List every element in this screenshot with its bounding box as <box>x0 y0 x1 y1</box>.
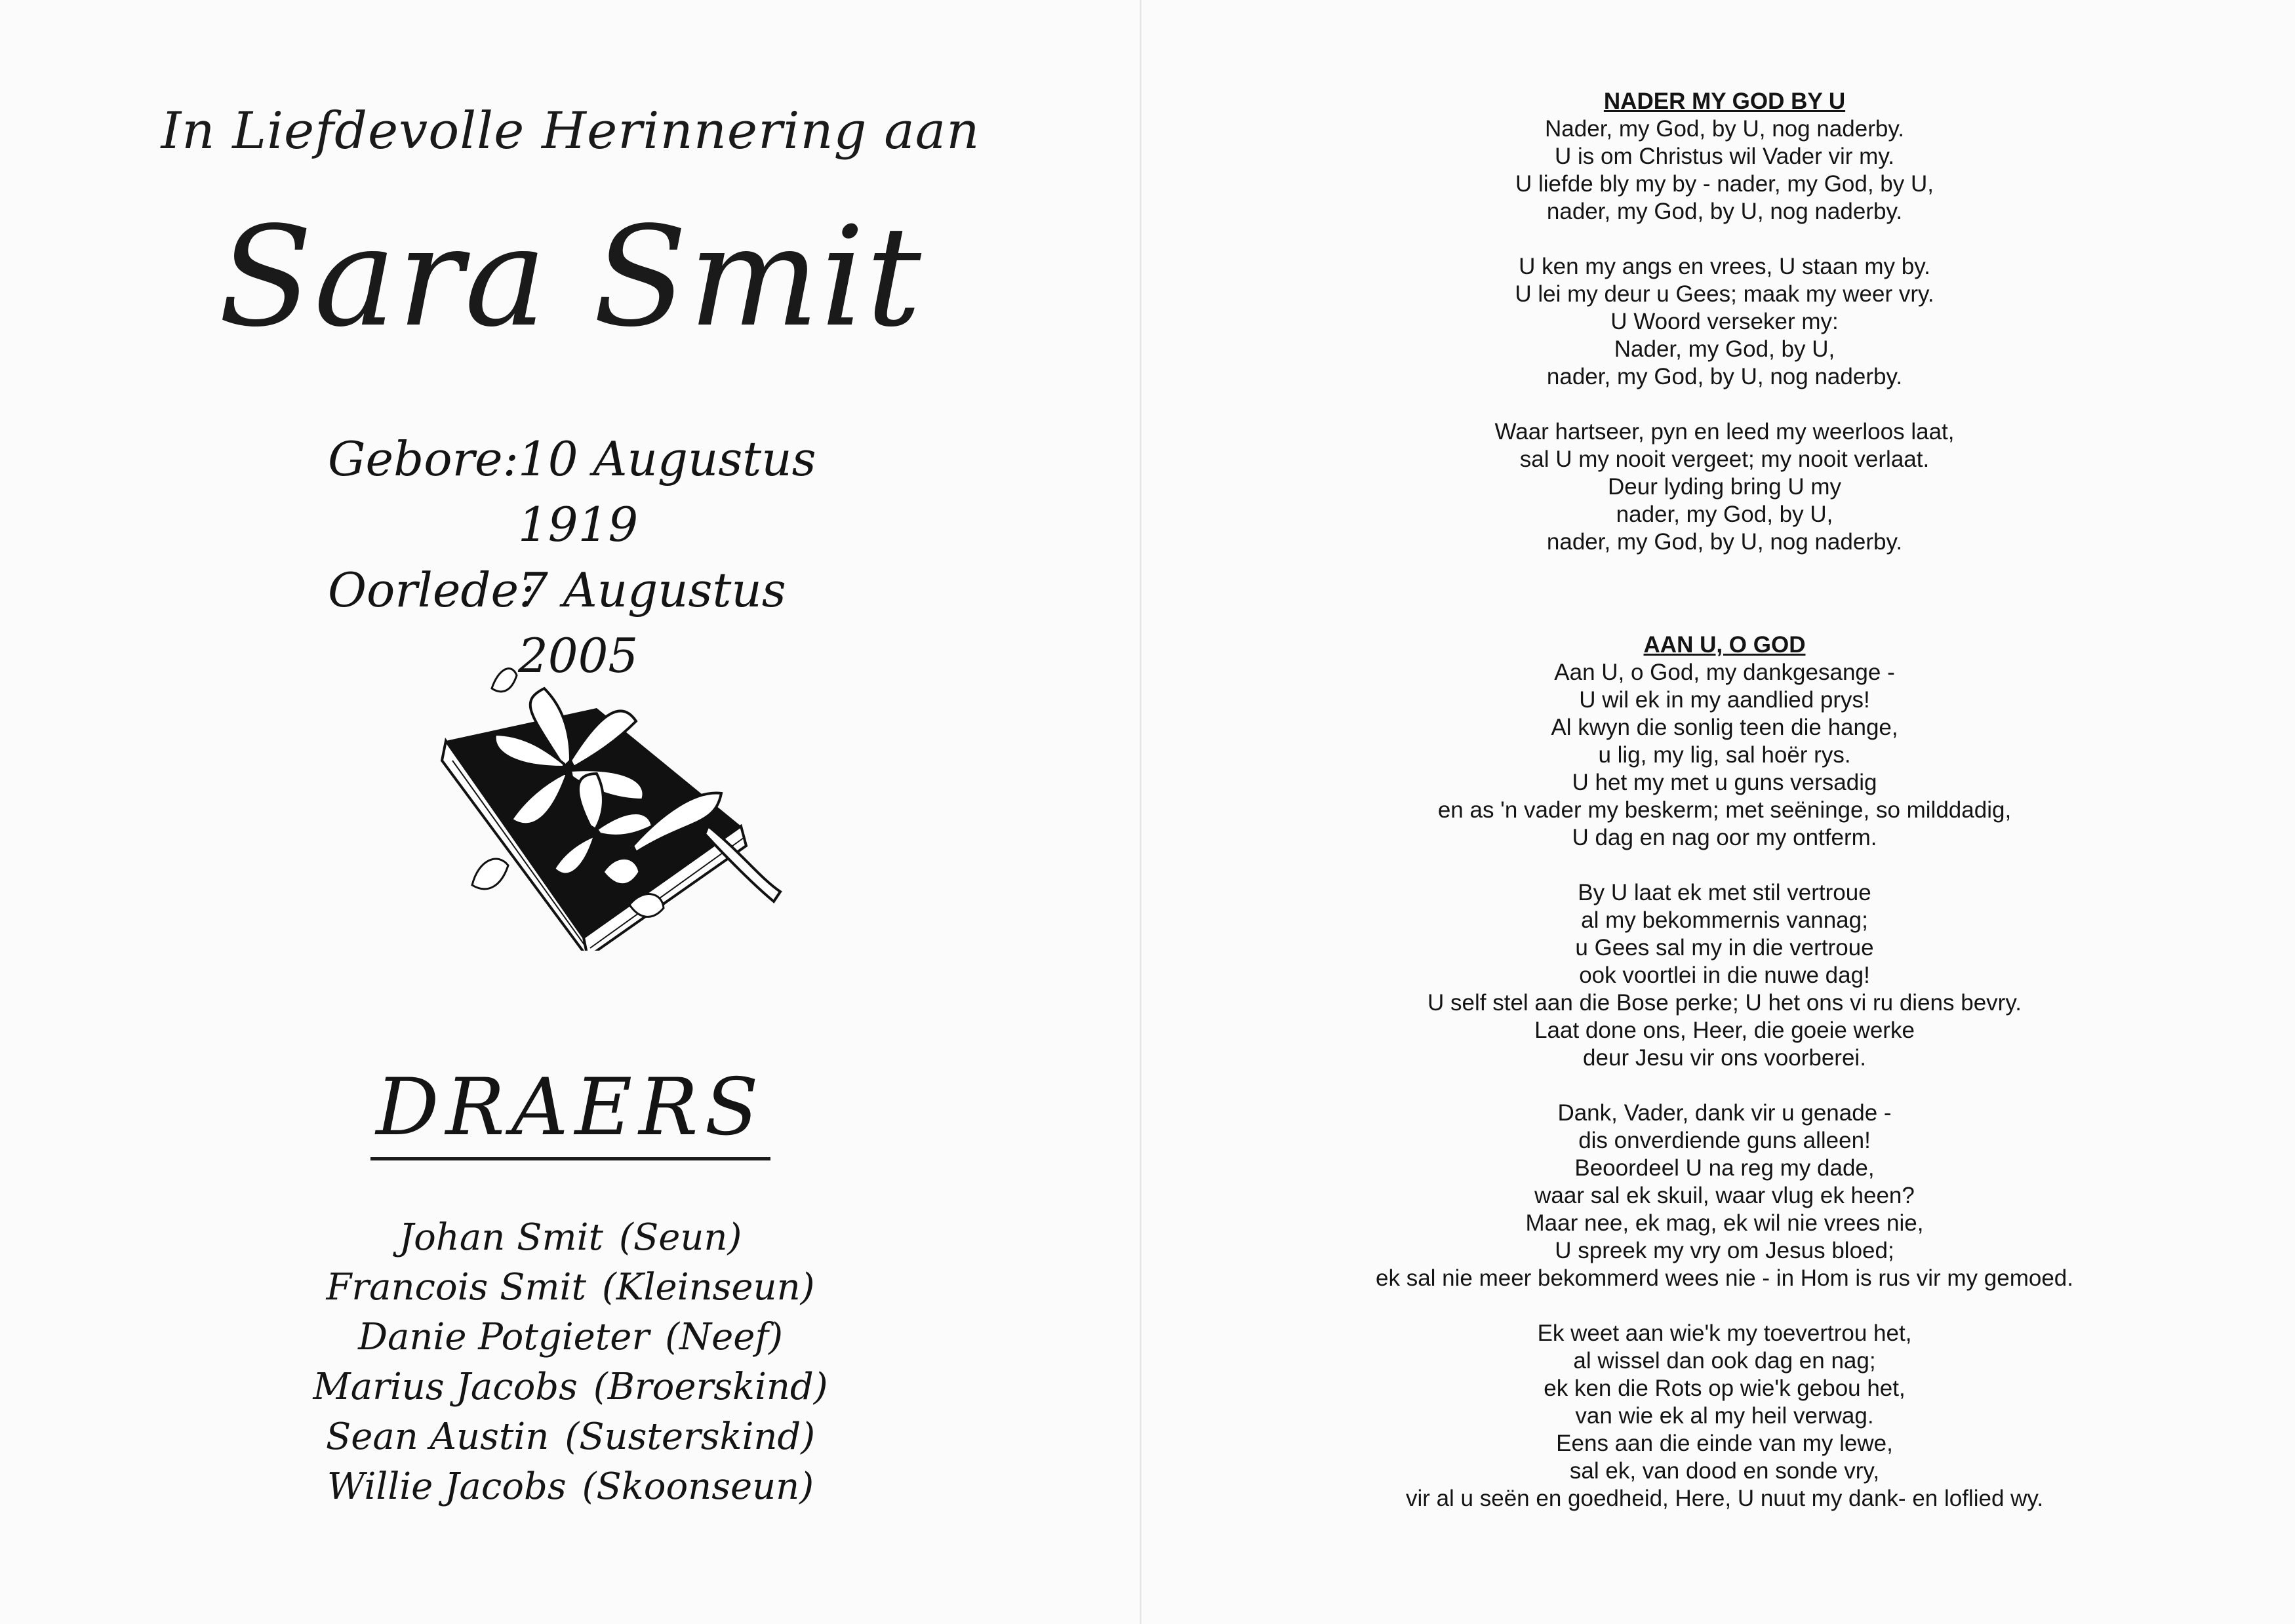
hymn-line: U is om Christus wil Vader vir my. <box>1555 144 1894 169</box>
hymn-line: al my bekommernis vannag; <box>1581 907 1868 933</box>
bearer-relation: (Broerskind) <box>593 1366 828 1408</box>
bearer-row <box>0 1263 1141 1313</box>
hymn-line: Beoordeel U na reg my dade, <box>1574 1155 1875 1181</box>
hymn-line: ek sal nie meer bekommerd wees nie - in Hom is rus vir my gemoed. <box>1376 1265 2073 1291</box>
bearer-name: Danie Potgieter <box>358 1316 650 1358</box>
bearer-name: Willie Jacobs <box>327 1465 567 1508</box>
hymn-nader-my-god <box>1148 88 2295 584</box>
hymn-line: Nader, my God, by U, nog naderby. <box>1545 116 1904 142</box>
bearers-heading <box>0 1062 1141 1153</box>
death-date: 7 Augustus 2005 <box>518 563 786 683</box>
hymn-line: U het my met u guns versadig <box>1572 770 1877 795</box>
hymn-stanza <box>1148 879 2295 1072</box>
hymn-line: U liefde bly my by - nader, my God, by U, <box>1515 171 1934 197</box>
hymn-line: Dank, Vader, dank vir u genade - <box>1557 1100 1892 1126</box>
memorial-intro: In Liefdevolle Herinnering aan <box>161 102 980 161</box>
hymn-line: ek ken die Rots op wie'k gebou het, <box>1544 1376 1906 1401</box>
bearer-relation: (Seun) <box>619 1216 742 1259</box>
death-label: Oorlede: <box>328 563 535 618</box>
hymn-line: nader, my God, by U, nog naderby. <box>1546 364 1903 389</box>
bearer-row <box>0 1462 1141 1512</box>
hymn-stanza <box>1148 253 2295 391</box>
bearer-relation: (Neef) <box>665 1316 783 1358</box>
bearer-row <box>0 1313 1141 1362</box>
hymn-line: By U laat ek met stil vertroue <box>1578 880 1871 905</box>
hymn-line: dis onverdiende guns alleen! <box>1578 1128 1871 1153</box>
bearer-name: Marius Jacobs <box>313 1366 578 1408</box>
hymn-stanza <box>1148 1099 2295 1292</box>
hymn-line: en as 'n vader my beskerm; met seëninge, so milddadig, <box>1437 797 2012 823</box>
hymn-line: nader, my God, by U, <box>1616 502 1833 527</box>
hymn-line: deur Jesu vir ons voorberei. <box>1583 1045 1866 1071</box>
hymn-line: U lei my deur u Gees; maak my weer vry. <box>1515 281 1934 307</box>
birth-label: Gebore: <box>328 431 519 486</box>
hymn-line: u lig, my lig, sal hoër rys. <box>1598 742 1851 768</box>
bearers-heading-text: DRAERS <box>370 1062 770 1160</box>
hymn-line: U dag en nag oor my ontferm. <box>1572 825 1877 850</box>
right-panel <box>1141 0 2295 1624</box>
hymn-line: nader, my God, by U, nog naderby. <box>1546 529 1903 555</box>
bearers-list <box>0 1213 1141 1512</box>
hymn-line: ook voortlei in die nuwe dag! <box>1579 962 1870 988</box>
hymn-line: U ken my angs en vrees, U staan my by. <box>1519 254 1930 279</box>
hymn-stanza <box>1148 659 2295 852</box>
bearer-name: Johan Smit <box>399 1216 604 1259</box>
hymn-stanza <box>1148 418 2295 556</box>
hymn-line: waar sal ek skuil, waar vlug ek heen? <box>1534 1183 1915 1208</box>
hymn-line: U spreek my vry om Jesus bloed; <box>1555 1238 1894 1263</box>
hymn-line: Deur lyding bring U my <box>1608 474 1841 500</box>
hymn-title: AAN U, O GOD <box>1643 632 1806 658</box>
hymn-line: U wil ek in my aandlied prys! <box>1579 687 1870 713</box>
hymn-title: NADER MY GOD BY U <box>1603 89 1846 114</box>
birth-date-row <box>328 426 918 557</box>
hymn-line: Laat done ons, Heer, die goeie werke <box>1534 1018 1915 1043</box>
life-dates <box>328 426 918 688</box>
hymn-line: Nader, my God, by U, <box>1614 336 1835 362</box>
bearer-row <box>0 1362 1141 1412</box>
hymn-line: vir al u seën en goedheid, Here, U nuut my dank- en loflied wy. <box>1405 1486 2044 1511</box>
hymn-line: Ek weet aan wie'k my toevertrou het, <box>1537 1320 1912 1346</box>
hymn-line: al wissel dan ook dag en nag; <box>1573 1348 1876 1374</box>
bearer-name: Sean Austin <box>325 1416 549 1458</box>
hymn-stanza <box>1148 115 2295 226</box>
bearer-row <box>0 1412 1141 1462</box>
bearer-name: Francois Smit <box>326 1266 586 1309</box>
hymn-line: sal ek, van dood en sonde vry, <box>1569 1458 1880 1484</box>
hymn-aan-u-o-god <box>1148 631 2295 1540</box>
hymn-stanza <box>1148 1320 2295 1513</box>
deceased-name: Sara Smit <box>218 197 923 357</box>
hymn-line: Aan U, o God, my dankgesange - <box>1554 660 1895 685</box>
hymn-line: Eens aan die einde van my lewe, <box>1556 1431 1893 1456</box>
book-with-lilies-icon <box>433 662 787 951</box>
bearer-relation: (Susterskind) <box>565 1416 816 1458</box>
bearer-relation: (Kleinseun) <box>601 1266 815 1309</box>
bearer-row <box>0 1213 1141 1263</box>
bearer-relation: (Skoonseun) <box>582 1465 814 1508</box>
hymn-line: Maar nee, ek mag, ek wil nie vrees nie, <box>1525 1210 1924 1236</box>
hymn-line: U self stel aan die Bose perke; U het ons vi ru diens bevry. <box>1427 990 2022 1016</box>
hymn-line: van wie ek al my heil verwag. <box>1575 1403 1874 1429</box>
hymn-line: Al kwyn die sonlig teen die hange, <box>1551 715 1898 740</box>
left-panel <box>0 0 1141 1624</box>
hymn-line: u Gees sal my in die vertroue <box>1575 935 1874 961</box>
hymn-line: nader, my God, by U, nog naderby. <box>1546 199 1903 224</box>
hymn-line: Waar hartseer, pyn en leed my weerloos laat, <box>1494 419 1955 445</box>
hymn-line: sal U my nooit vergeet; my nooit verlaat. <box>1519 446 1930 472</box>
hymn-line: U Woord verseker my: <box>1610 309 1839 334</box>
birth-date: 10 Augustus 1919 <box>518 431 816 552</box>
